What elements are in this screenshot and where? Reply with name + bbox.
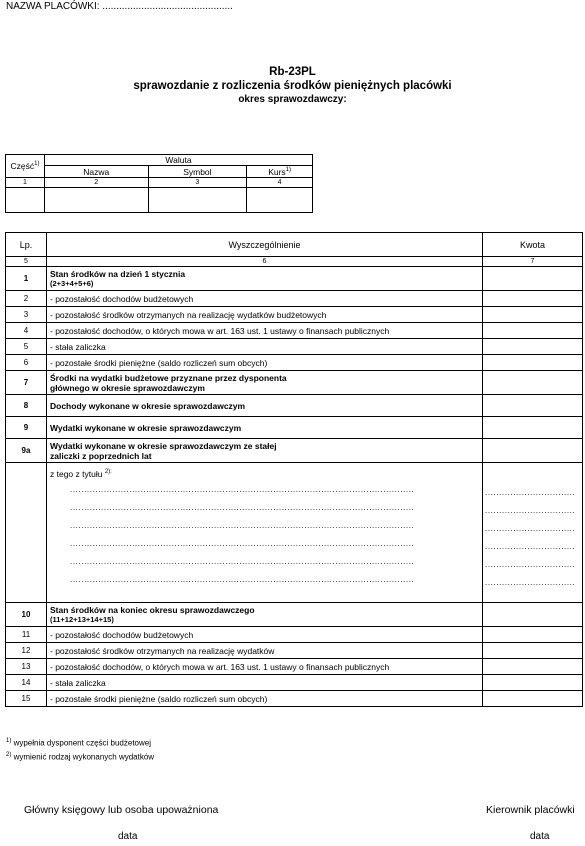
kwota-cell[interactable] <box>483 323 583 339</box>
dots-line[interactable]: .......................................................................................................................... <box>70 503 415 512</box>
table-row <box>6 675 583 691</box>
dots-line[interactable]: .......................................................................................................................... <box>70 539 415 548</box>
kwota-cell[interactable] <box>483 417 583 439</box>
kurs-header: Kurs$^{1)}$ <box>247 166 313 178</box>
wyszczegolnienie-header: Wyszczególnienie <box>47 233 483 257</box>
lp-cell: 9a <box>6 439 47 463</box>
lp-cell: 15 <box>6 691 47 707</box>
symbol-cell[interactable] <box>148 188 247 213</box>
row-description: Stan środków na koniec okresu sprawozdawczego (11+12+13+14+15) <box>47 603 483 627</box>
lp-cell: 14 <box>6 675 47 691</box>
date-right-label: data <box>530 831 550 842</box>
col-num: 7 <box>483 257 583 267</box>
lp-cell: 10 <box>6 603 47 627</box>
dots-line[interactable]: ................................ <box>485 560 576 569</box>
kwota-cell[interactable] <box>483 643 583 659</box>
table-row <box>6 291 583 307</box>
currency-table <box>5 154 313 213</box>
z-tego-label: z tego z tytułu <box>50 469 103 479</box>
kwota-cell[interactable] <box>483 675 583 691</box>
lp-cell: 6 <box>6 355 47 371</box>
table-row <box>6 307 583 323</box>
z-tego-kwota <box>483 463 583 603</box>
row-description: Wydatki wykonane w okresie sprawozdawczym <box>47 417 483 439</box>
lp-cell <box>6 463 47 603</box>
kwota-cell[interactable] <box>483 371 583 395</box>
table-row <box>6 659 583 675</box>
table-row <box>6 417 583 439</box>
table-row <box>6 627 583 643</box>
col-num: 1 <box>6 178 45 188</box>
row-description: Wydatki wykonane w okresie sprawozdawczym ze stałej zaliczki z poprzednich lat <box>47 439 483 463</box>
lp-cell: 2 <box>6 291 47 307</box>
col-num: 3 <box>148 178 247 188</box>
row-description: - pozostałość dochodów, o których mowa w art. 163 ust. 1 ustawy o finansach publicznych <box>47 323 483 339</box>
z-tego-cell: z tego z tytułu $^{2):}$ .......................................................................................................................... .......................................................................................................................... .......................................................................................................................... .......................................................................................................................... .......................................................................................................................... .......................................................................................................................... <box>47 463 483 603</box>
dots-line[interactable]: .......................................................................................................................... <box>70 521 415 530</box>
col-num: 6 <box>47 257 483 267</box>
row-description: Dochody wykonane w okresie sprawozdawczym <box>47 395 483 417</box>
row-description: - pozostałość dochodów budżetowych <box>47 627 483 643</box>
kwota-cell[interactable] <box>483 603 583 627</box>
table-row <box>6 691 583 707</box>
dots-line[interactable]: .......................................................................................................................... <box>70 485 415 494</box>
lp-cell: 3 <box>6 307 47 323</box>
row-description: - pozostałość dochodów budżetowych <box>47 291 483 307</box>
table-row <box>6 439 583 463</box>
table-row <box>6 603 583 627</box>
footnote-1: $^{1)}$ wypełnia dysponent części budżetowej <box>6 738 151 748</box>
dots-line[interactable]: ................................ <box>485 578 576 587</box>
lp-cell: 1 <box>6 267 47 291</box>
dots-line[interactable]: ................................ <box>485 542 576 551</box>
table-row <box>6 339 583 355</box>
row-description: - stała zaliczka <box>47 339 483 355</box>
kwota-cell[interactable] <box>483 439 583 463</box>
form-code: Rb-23PL <box>269 66 316 78</box>
symbol-header: Symbol <box>148 166 247 178</box>
nazwa-header: Nazwa <box>44 166 148 178</box>
period-label: okres sprawozdawczy: <box>238 94 347 105</box>
lp-cell: 12 <box>6 643 47 659</box>
kwota-cell[interactable] <box>483 267 583 291</box>
kwota-cell[interactable] <box>483 395 583 417</box>
form-title: sprawozdanie z rozliczenia środków pieniężnych placówki <box>133 80 452 92</box>
waluta-header: Waluta <box>44 155 312 166</box>
col-num: 5 <box>6 257 47 267</box>
dots-line[interactable]: .......................................................................................................................... <box>70 557 415 566</box>
row-description: - pozostałe środki pieniężne (saldo rozliczeń sum obcych) <box>47 691 483 707</box>
kwota-cell[interactable] <box>483 659 583 675</box>
lp-cell: 13 <box>6 659 47 675</box>
table-row <box>6 395 583 417</box>
kwota-header: Kwota <box>483 233 583 257</box>
lp-cell: 8 <box>6 395 47 417</box>
date-left-label: data <box>118 831 138 842</box>
kwota-cell[interactable] <box>483 627 583 643</box>
dots-line[interactable]: ................................ <box>485 506 576 515</box>
lp-cell: 4 <box>6 323 47 339</box>
row-description: - stała zaliczka <box>47 675 483 691</box>
signature-left-label: Główny księgowy lub osoba upoważniona <box>24 804 219 816</box>
lp-cell: 5 <box>6 339 47 355</box>
czesc-cell[interactable] <box>6 188 45 213</box>
row-description: - pozostałość środków otrzymanych na realizację wydatków budżetowych <box>47 307 483 323</box>
lp-header: Lp. <box>6 233 47 257</box>
dots-line[interactable]: .......................................................................................................................... <box>70 575 415 584</box>
main-table <box>5 232 583 707</box>
col-num: 4 <box>247 178 313 188</box>
dots-line[interactable]: ................................ <box>485 488 576 497</box>
placowka-label: NAZWA PLACÓWKI: ............................................... <box>6 1 233 12</box>
signature-right-label: Kierownik placówki <box>486 804 575 816</box>
table-row <box>6 355 583 371</box>
kwota-cell[interactable] <box>483 355 583 371</box>
table-row <box>6 323 583 339</box>
lp-cell: 9 <box>6 417 47 439</box>
lp-cell: 7 <box>6 371 47 395</box>
czesc-header: Część$^{1)}$ <box>6 155 45 178</box>
row-description: Stan środków na dzień 1 stycznia (2+3+4+5+6) <box>47 267 483 291</box>
table-row <box>6 267 583 291</box>
row-description: - pozostałe środki pieniężne (saldo rozliczeń sum obcych) <box>47 355 483 371</box>
col-num: 2 <box>44 178 148 188</box>
table-row <box>6 643 583 659</box>
footnote-2: $^{2)}$ wymienić rodzaj wykonanych wydatków <box>6 752 155 762</box>
lp-cell: 11 <box>6 627 47 643</box>
dots-line[interactable]: ................................ <box>485 524 576 533</box>
kwota-cell[interactable] <box>483 339 583 355</box>
kwota-cell[interactable] <box>483 291 583 307</box>
row-description: - pozostałość środków otrzymanych na realizację wydatków <box>47 643 483 659</box>
nazwa-cell[interactable] <box>44 188 148 213</box>
kurs-cell[interactable] <box>247 188 313 213</box>
table-row <box>6 371 583 395</box>
kwota-cell[interactable] <box>483 307 583 323</box>
kwota-cell[interactable] <box>483 691 583 707</box>
row-description: - pozostałość dochodów, o których mowa w art. 163 ust. 1 ustawy o finansach publicznych <box>47 659 483 675</box>
row-description: Środki na wydatki budżetowe przyznane przez dysponenta głównego w okresie sprawozdawczym <box>47 371 483 395</box>
